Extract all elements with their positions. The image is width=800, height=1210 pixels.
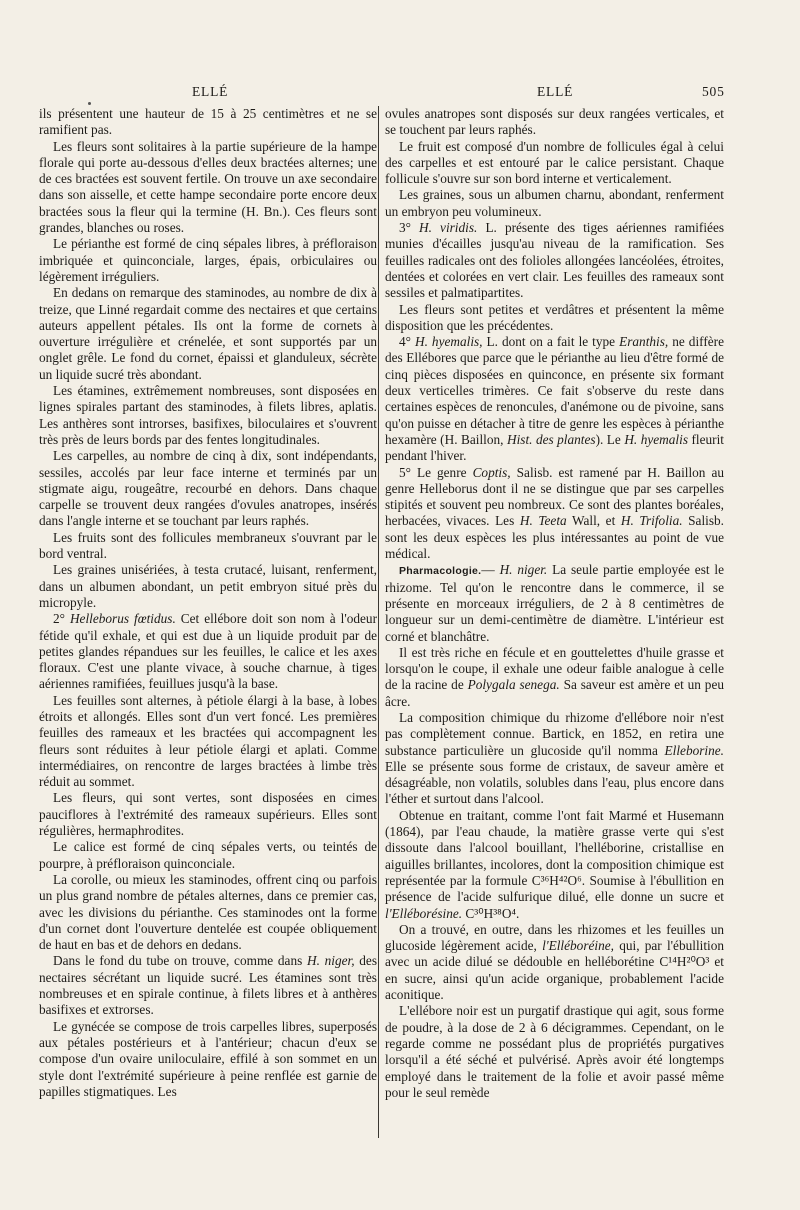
paragraph: ils présentent une hauteur de 15 à 25 centimètres et ne se ramifient pas. bbox=[39, 106, 377, 138]
paragraph-body: Cet ellébore doit son nom à l'odeur fétide qu'il exhale, et qui est due à un liquide produit par de petites glandes répandues sur les feuilles, le calice et les axes floraux. C'est une plante vivace, à souche charnue, à tiges aériennes ramifiées, feuillues jusqu'à la base. bbox=[39, 611, 377, 692]
paragraph-body: L. présente des tiges aériennes ramifiées munies d'écailles jusqu'au niveau de la ramification. Ses feuilles radicales ont des folioles allongées lancéolées, étroites, dentées et colorées en vert clair. Les feuilles des rameaux sont sessiles et palmatipartites. bbox=[385, 220, 724, 301]
text-fragment: Sa saveur est amère et un peu âcre. bbox=[385, 677, 724, 709]
paragraph: Les fruits sont des follicules membraneux s'ouvrant par le bord ventral. bbox=[39, 529, 377, 562]
species-name: H. niger. bbox=[499, 562, 548, 578]
paragraph-composition bbox=[385, 710, 724, 808]
paragraph: Le gynécée se compose de trois carpelles libres, superposés aux pétales postérieurs et à l'antérieur; chacun d'eux se compose d'un ovaire uniloculaire, effilé à son sommet en un style dont l'extrémité supérieure à peine renflée est garnie de papilles stigmatiques. Les bbox=[39, 1018, 377, 1099]
left-text-column bbox=[39, 106, 377, 1146]
page-number: 505 bbox=[702, 84, 725, 99]
section-heading: Pharmacologie. bbox=[399, 565, 482, 578]
substance-name: l'Elléborésine. bbox=[385, 905, 463, 921]
species-name: H. hyemalis, bbox=[414, 334, 483, 350]
formula: C³⁰H³⁸O⁴. bbox=[465, 905, 520, 921]
section-number: 4° bbox=[399, 334, 411, 350]
paragraph-body: Il est très riche en fécule et en gouttelettes d'huile grasse et lorsqu'on le coupe, il exhale une odeur faible analogue à celle de la racine de bbox=[385, 644, 724, 693]
paragraph-nectaries bbox=[39, 953, 377, 1018]
running-header bbox=[0, 84, 800, 104]
paragraph-body: ne diffère des Ellébores que parce que le périanthe au lieu d'être formé de cinq pièces disposées en quinconce, en présente six formant deux verticelles trimères. Ce fait s'observe du reste dans certaines espèces de renoncules, d'anémone ou de pivoine, sans qu'on puisse en détacher à titre de genre les espèces à périanthe hexamère (H. Baillon, bbox=[385, 334, 724, 447]
left-running-title: ELLÉ bbox=[192, 84, 229, 99]
paragraph: Les fleurs, qui sont vertes, sont disposées en cimes pauciflores à l'extrémité des rameaux supérieurs. Elles sont régulières, hermaphrodites. bbox=[39, 790, 377, 839]
column-divider bbox=[378, 106, 379, 1138]
paragraph: Les carpelles, au nombre de cinq à dix, sont indépendants, sessiles, accolés par leur face interne et terminés par un stigmate aigu, rougeâtre, recourbé en dehors. Dans chaque carpelle se trouvent deux rangées d'ovules anatropes, insérés dans l'angle interne et se touchant par leurs raphés. bbox=[39, 448, 377, 529]
substance-name: l'Elléboréine, bbox=[542, 938, 614, 954]
paragraph-h-hyemalis bbox=[385, 334, 724, 464]
paragraph-body: La seule partie employée est le rhizome. Tel qu'on le rencontre dans le commerce, il se présente en morceaux irréguliers, de 2 à 8 centimètres de longueur sur un demi-centimètre de diamètre. L'intérieur est corné et blanchâtre. bbox=[385, 562, 724, 644]
section-number: 2° bbox=[53, 611, 65, 627]
paragraph-body: On a trouvé, en outre, dans les rhizomes et les feuilles un glucoside légèrement acide, bbox=[385, 921, 724, 954]
paragraph: Les étamines, extrêmement nombreuses, sont disposées en lignes spirales partant des staminodes, à filets libres, aplatis. Les anthères sont introrses, basifixes, biloculaires et s'ouvrent très près de leurs bords par des fentes longitudinales. bbox=[39, 383, 377, 447]
section-number: 3° bbox=[399, 220, 411, 236]
paragraph-pharmacologie: Pharmacologie.— H. niger. La seule partie employée est le rhizome. Tel qu'on le rencontre dans le commerce, il se présente en morceaux irréguliers, de 2 à 8 centimètres de longueur sur un demi-centimètre de diamètre. L'intérieur est corné et blanchâtre. bbox=[385, 562, 724, 644]
species-name: H. hyemalis bbox=[624, 431, 688, 447]
paragraph-body: Salisb. est ramené par H. Baillon au genre Helleborus dont il ne se distingue que par ses carpelles stipités et souvent peu nombreux. Ce sont des plantes boréales, herbacées, vivaces. Les bbox=[385, 464, 724, 529]
paragraph-body: des nectaires sécrétant un liquide sucré. Les étamines sont très nombreuses et en spirale continue, à filets libres et à anthères basifixes et extrorses. bbox=[39, 953, 377, 1018]
reference-title: Hist. des plantes bbox=[506, 431, 596, 447]
paragraph-fecule bbox=[385, 645, 724, 710]
paragraph-glucoside bbox=[385, 922, 724, 1003]
right-text-column bbox=[385, 106, 724, 1146]
paragraph-obtenue bbox=[385, 808, 724, 922]
paragraph-coptis bbox=[385, 465, 724, 563]
paragraph: Les graines, sous un albumen charnu, abondant, renferment un embryon peu volumineux. bbox=[385, 187, 724, 219]
paragraph-body: La composition chimique du rhizome d'ellébore noir n'est pas complètement connue. Bartick, en 1852, en retira une substance particulière un glucoside qu'il nomma bbox=[385, 709, 724, 758]
paragraph-lead: Dans le fond du tube on trouve, comme dans bbox=[53, 953, 303, 969]
paragraph: L'ellébore noir est un purgatif drastique qui agit, sous forme de poudre, à la dose de 2 à 6 décigrammes. Cependant, on le regarde comme ne possédant plus de propriétés purgatives lorsqu'il a été séché et pulvérisé. Après avoir été longtemps employé dans le traitement de la folie et avoir passé même pour le seul remède bbox=[385, 1003, 724, 1100]
species-name: H. niger, bbox=[307, 953, 355, 969]
paragraph: Le calice est formé de cinq sépales verts, ou teintés de pourpre, à préfloraison quinconciale. bbox=[39, 839, 377, 871]
ink-speck bbox=[88, 102, 91, 105]
text-fragment: Wall, et bbox=[572, 513, 616, 529]
paragraph-h-viridis bbox=[385, 220, 724, 301]
species-name: H. viridis. bbox=[419, 220, 478, 236]
substance-name: Elleborine. bbox=[664, 742, 724, 758]
species-name: H. Trifolia. bbox=[620, 513, 683, 529]
paragraph: Les fleurs sont solitaires à la partie supérieure de la hampe florale qui porte au-dessous d'elles deux bractées alternes; une de ces bractées est souvent fertile. On trouve un axe secondaire dans son aisselle, et cette hampe secondaire porte encore deux bractées sous la fleur qui la termine (H. Bn.). Ces fleurs sont grandes, blanches ou roses. bbox=[39, 138, 377, 236]
paragraph: Les graines unisériées, à testa crutacé, luisant, renferment, dans un albumen abondant, un petit embryon situé près du micropyle. bbox=[39, 562, 377, 610]
genus-name: Eranthis, bbox=[619, 334, 669, 350]
text-fragment: ). Le bbox=[595, 431, 621, 447]
text-fragment: Elle se présente sous forme de cristaux, de saveur amère et désagréable, non volatils, solubles dans l'eau, plus encore dans l'éther et surtout dans l'alcool. bbox=[385, 758, 724, 807]
species-name: H. Teeta bbox=[519, 513, 567, 529]
text-fragment: qui, par l'ébullition avec un acide dilué se dédouble en helléborétine C¹⁴H²⁰O³ et en sucre, ainsi qu'un acide organique, probablement l'acide aconitique. bbox=[385, 938, 724, 1003]
paragraph: Les fleurs sont petites et verdâtres et présentent la même disposition que les précédentes. bbox=[385, 301, 724, 333]
paragraph-body: Obtenue en traitant, comme l'ont fait Marmé et Husemann (1864), par l'eau chaude, la matière grasse verte qui s'est dissoute dans l'alcool bouillant, l'helléborine, cristallise en aiguilles brillantes, incolores, dont la composition chimique est représentée par la formule C³⁶H⁴²O⁶. Soumise à l'ébullition en présence de l'acide sulfurique dilué, elle donne un sucre et bbox=[385, 807, 724, 905]
text-fragment: fleurit pendant l'hiver. bbox=[385, 431, 724, 464]
author-text: L. dont on a fait le type bbox=[486, 334, 616, 350]
text-fragment: Salisb. sont les deux espèces les plus intéressantes au point de vue médical. bbox=[385, 513, 724, 562]
paragraph: Le périanthe est formé de cinq sépales libres, à préfloraison imbriquée et quinconciale, larges, épais, orbiculaires ou légèrement irréguliers. bbox=[39, 236, 377, 284]
genus-name: Coptis, bbox=[472, 464, 511, 480]
paragraph-helleborus-foetidus bbox=[39, 611, 377, 692]
species-name: Polygala senega. bbox=[467, 677, 560, 693]
paragraph: Le fruit est composé d'un nombre de follicules égal à celui des carpelles et est entouré par le calice persistant. Chaque follicule s'ouvre sur son bord interne et verticalement. bbox=[385, 138, 724, 187]
paragraph: En dedans on remarque des staminodes, au nombre de dix à treize, que Linné regardait comme des nectaires et que certains auteurs appellent pétales. Ils ont la forme de cornets à ouverture irrégulière et crénelée, et sont supportés par un onglet grêle. Le fond du cornet, épaissi et glanduleux, sécrète un liquide sucré très abondant. bbox=[39, 285, 377, 382]
paragraph: ovules anatropes sont disposés sur deux rangées verticales, et se touchent par leurs raphés. bbox=[385, 106, 724, 138]
paragraph: Les feuilles sont alternes, à pétiole élargi à la base, à lobes étroits et allongés. Elles sont d'un vert foncé. Les premières feuilles des rameaux et les bractées qui accompagnent les fleurs sont réduites à leur pétiole élargi et aplati. Comme intermédiaires, on rencontre de larges bractées à limbe très réduit au sommet. bbox=[39, 692, 377, 790]
right-running-title: ELLÉ bbox=[537, 84, 574, 99]
paragraph: La corolle, ou mieux les staminodes, offrent cinq ou parfois un plus grand nombre de pétales alternes, dans ce premier cas, avec les divisions du périanthe. Ces staminodes ont la forme d'un cornet dont l'ouverture dentelée est coupée obliquement de haut en bas et de dehors en dedans. bbox=[39, 871, 377, 953]
section-number: 5° Le genre bbox=[399, 464, 467, 480]
species-name: Helleborus fœtidus. bbox=[69, 611, 176, 627]
